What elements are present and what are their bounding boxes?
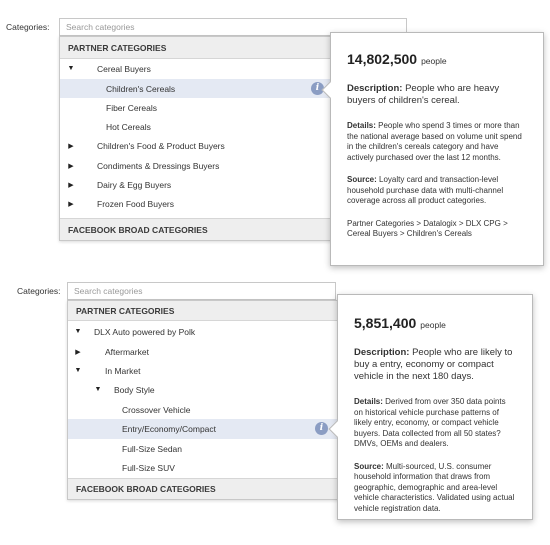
category-label: Dairy & Egg Buyers bbox=[97, 179, 172, 190]
expand-arrow-icon[interactable]: ▶ bbox=[68, 142, 74, 150]
category-label: Aftermarket bbox=[105, 346, 149, 357]
details bbox=[347, 121, 527, 163]
collapse-arrow-icon[interactable]: ▼ bbox=[74, 328, 82, 335]
category-info-popup bbox=[337, 294, 533, 520]
category-row-dlx-auto[interactable] bbox=[68, 322, 344, 341]
collapse-arrow-icon[interactable]: ▼ bbox=[74, 367, 82, 374]
expand-arrow-icon[interactable]: ▶ bbox=[68, 181, 74, 189]
categories-dropdown bbox=[67, 300, 345, 500]
details-text: Derived from over 350 data points on historical vehicle purchase patterns of likely entry, economy, or compact vehicle buyers. Data collected from all 50 states? DMVs, OEMs and dealers. bbox=[354, 397, 506, 448]
category-label: Frozen Food Buyers bbox=[97, 198, 175, 209]
category-label: Condiments & Dressings Buyers bbox=[97, 160, 220, 171]
description-label: Description: bbox=[347, 83, 403, 94]
reach-count: 5,851,400 bbox=[354, 315, 417, 331]
expand-arrow-icon[interactable]: ▶ bbox=[68, 162, 74, 170]
category-row-aftermarket[interactable] bbox=[68, 342, 344, 361]
category-row-full-size-suv[interactable] bbox=[68, 458, 344, 477]
facebook-broad-categories-header[interactable]: FACEBOOK BROAD CATEGORIES bbox=[60, 218, 408, 240]
reach-unit: people bbox=[421, 56, 447, 66]
category-info-popup bbox=[330, 32, 544, 266]
category-label: Entry/Economy/Compact bbox=[122, 424, 217, 434]
category-label: In Market bbox=[105, 365, 141, 376]
details-label: Details: bbox=[354, 397, 383, 406]
category-label: Fiber Cereals bbox=[106, 102, 158, 113]
category-label: Crossover Vehicle bbox=[122, 404, 191, 415]
category-label: Full-Size Sedan bbox=[122, 443, 183, 454]
description-text: People who are likely to buy a entry, economy or compact vehicle in the next 180 days. bbox=[354, 347, 513, 382]
reach-count: 14,802,500 bbox=[347, 51, 418, 67]
source-label: Source: bbox=[354, 461, 384, 471]
category-label: DLX Auto powered by Polk bbox=[94, 326, 196, 337]
description-label: Description: bbox=[354, 347, 410, 358]
details-text: People who spend 3 times or more than the national average based on volume unit spend in the children's cereals category and have actively purchased over the last 12 months. bbox=[347, 121, 522, 162]
category-row-full-size-sedan[interactable] bbox=[68, 439, 344, 458]
partner-categories-header[interactable]: PARTNER CATEGORIES bbox=[68, 301, 344, 321]
reach-unit: people bbox=[420, 320, 446, 330]
search-input[interactable]: Search categories bbox=[59, 18, 407, 36]
category-label: Cereal Buyers bbox=[97, 63, 151, 74]
partner-categories-header[interactable]: PARTNER CATEGORIES bbox=[60, 37, 408, 59]
category-label: Children's Cereals bbox=[106, 83, 176, 94]
audience-reach bbox=[347, 51, 527, 67]
category-row-entry-economy-compact[interactable] bbox=[68, 419, 344, 439]
source bbox=[354, 462, 516, 515]
category-label: Hot Cereals bbox=[106, 121, 151, 132]
audience-reach bbox=[354, 315, 516, 331]
expand-arrow-icon[interactable]: ▶ bbox=[75, 348, 81, 356]
expand-arrow-icon[interactable]: ▶ bbox=[68, 200, 74, 208]
category-label: Children's Food & Product Buyers bbox=[97, 140, 225, 151]
source-text: Multi-sourced, U.S. consumer household information that draws from geographic, demographic and area-level vehicle characteristics. Validated using actual vehicle registration data. bbox=[354, 461, 515, 513]
description-text: People who are heavy buyers of children's cereal. bbox=[347, 83, 500, 106]
category-row-crossover-vehicle[interactable] bbox=[68, 400, 344, 419]
details-label: Details: bbox=[347, 121, 376, 130]
source-label: Source: bbox=[347, 175, 377, 184]
collapse-arrow-icon[interactable]: ▼ bbox=[94, 386, 102, 393]
description bbox=[347, 83, 527, 107]
category-label: Body Style bbox=[114, 384, 155, 395]
info-icon[interactable]: i bbox=[311, 82, 324, 95]
category-row-body-style[interactable] bbox=[68, 380, 344, 399]
info-icon[interactable]: i bbox=[315, 422, 328, 435]
details bbox=[354, 397, 516, 450]
category-path: Partner Categories > Datalogix > DLX CPG > Cereal Buyers > Children's Cereals bbox=[347, 218, 508, 238]
collapse-arrow-icon[interactable]: ▼ bbox=[67, 65, 75, 72]
category-label: Full-Size SUV bbox=[122, 462, 175, 473]
source bbox=[347, 175, 527, 207]
categories-label: Categories: bbox=[17, 286, 61, 296]
search-input[interactable]: Search categories bbox=[67, 282, 336, 300]
facebook-broad-categories-header[interactable]: FACEBOOK BROAD CATEGORIES bbox=[68, 478, 344, 499]
categories-label: Categories: bbox=[6, 22, 50, 32]
source-text: Loyalty card and transaction-level household purchase data with multi-channel coverage across all product categories. bbox=[347, 175, 504, 205]
category-row-in-market[interactable] bbox=[68, 361, 344, 380]
description bbox=[354, 347, 516, 383]
